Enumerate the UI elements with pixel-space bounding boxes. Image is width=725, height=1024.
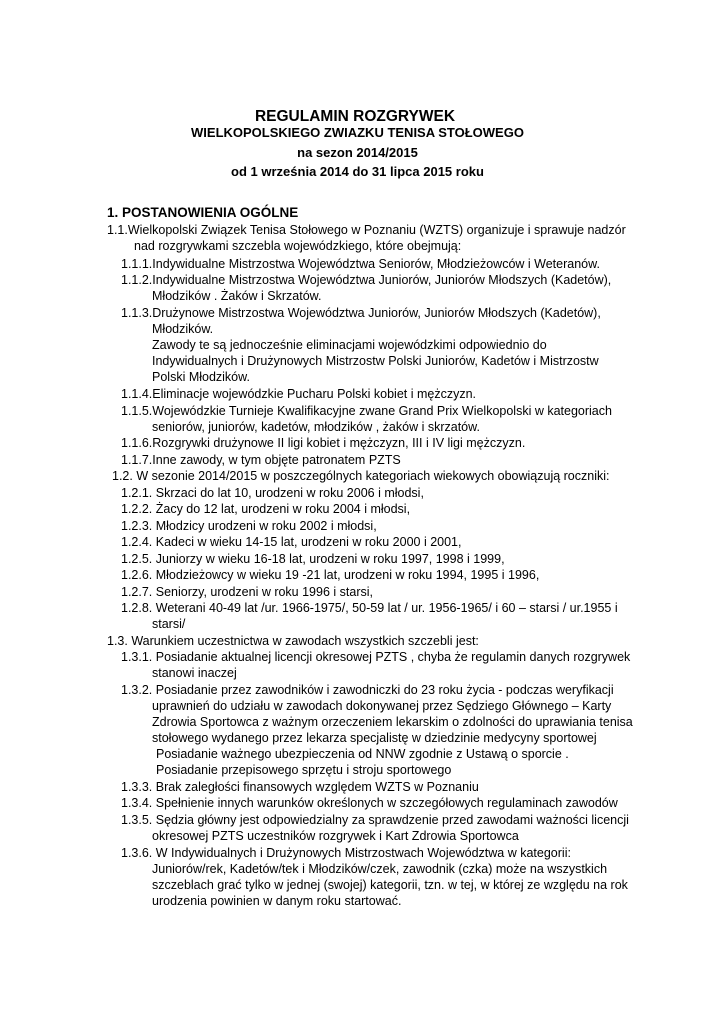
paragraph-line: Posiadanie przepisowego sprzętu i stroju sportowego [156,763,452,777]
paragraph-line: 1.1.6.Rozgrywki drużynowe II ligi kobiet i mężczyzn, III i IV ligi mężczyzn. [121,436,526,450]
paragraph-line: Młodzików. [152,322,214,336]
paragraph-line: stołowego wydanego przez lekarza specjalistę w dziedzinie medycyny sportowej [152,731,597,745]
organization-name: WIELKOPOLSKIEGO ZWIAZKU TENISA STOŁOWEGO [191,125,524,140]
paragraph-line: uprawnień do udziału w zawodach dokonywanej przez Sędziego Głównego – Karty [152,699,612,713]
paragraph-line: 1.2.2. Żacy do 12 lat, urodzeni w roku 2004 i młodsi, [121,502,411,516]
paragraph-line: 1.2.3. Młodzicy urodzeni w roku 2002 i młodsi, [121,519,377,533]
paragraph-line: Zdrowia Sportowca z ważnym orzeczeniem lekarskim o zdolności do uprawiania tenisa [152,715,633,729]
date-range: od 1 września 2014 do 31 lipca 2015 roku [231,164,484,179]
paragraph-line: 1.1.4.Eliminacje wojewódzkie Pucharu Polski kobiet i mężczyzn. [121,387,477,401]
season-label: na sezon 2014/2015 [297,145,418,160]
paragraph-line: Zawody te są jednocześnie eliminacjami wojewódzkimi odpowiednio do [152,338,547,352]
paragraph-line: 1.3.4. Spełnienie innych warunków określonych w szczegółowych regulaminach zawodów [121,796,618,810]
paragraph-line: 1.3.6. W Indywidualnych i Drużynowych Mistrzostwach Województwa w kategorii: [121,846,571,860]
paragraph-line: 1.3.1. Posiadanie aktualnej licencji okresowej PZTS , chyba że regulamin danych rozgrywek [121,650,631,664]
paragraph-line: 1.1.3.Drużynowe Mistrzostwa Województwa Juniorów, Juniorów Młodszych (Kadetów), [121,306,601,320]
paragraph-line: Indywidualnych i Drużynowych Mistrzostw Polski Juniorów, Kadetów i Mistrzostw [152,354,599,368]
paragraph-line: 1.2.7. Seniorzy, urodzeni w roku 1996 i starsi, [121,585,373,599]
paragraph-line: 1.2.6. Młodzieżowcy w wieku 19 -21 lat, urodzeni w roku 1994, 1995 i 1996, [121,568,540,582]
paragraph-line: 1.1.Wielkopolski Związek Tenisa Stołowego w Poznaniu (WZTS) organizuje i sprawuje nadzór [107,223,626,237]
paragraph-line: 1.2.1. Skrzaci do lat 10, urodzeni w roku 2006 i młodsi, [121,486,424,500]
paragraph-line: urodzenia powinien w danym roku startować. [152,894,402,908]
paragraph-line: seniorów, juniorów, kadetów, młodzików , żaków i skrzatów. [152,420,480,434]
paragraph-line: 1.3.3. Brak zaległości finansowych względem WZTS w Poznaniu [121,780,479,794]
paragraph-line: Polski Młodzików. [152,370,250,384]
paragraph-line: 1.2.8. Weterani 40-49 lat /ur. 1966-1975/, 50-59 lat / ur. 1956-1965/ i 60 – starsi / ur.1955 i [121,601,618,615]
paragraph-line: 1.3.5. Sędzia główny jest odpowiedzialny za sprawdzenie przed zawodami ważności licencji [121,813,629,827]
paragraph-line: 1.1.2.Indywidualne Mistrzostwa Województwa Juniorów, Juniorów Młodszych (Kadetów), [121,273,612,287]
paragraph-line: 1.2.4. Kadeci w wieku 14-15 lat, urodzeni w roku 2000 i 2001, [121,535,462,549]
paragraph-line: stanowi inaczej [152,666,237,680]
paragraph-line: 1.3. Warunkiem uczestnictwa w zawodach wszystkich szczebli jest: [107,634,479,648]
paragraph-line: 1.1.5.Wojewódzkie Turnieje Kwalifikacyjne zwane Grand Prix Wielkopolski w kategoriach [121,404,612,418]
paragraph-line: okresowej PZTS uczestników rozgrywek i Kart Zdrowia Sportowca [152,829,519,843]
section-heading: 1. POSTANOWIENIA OGÓLNE [107,205,299,220]
paragraph-line: 1.3.2. Posiadanie przez zawodników i zawodniczki do 23 roku życia - podczas weryfikacji [121,683,614,697]
paragraph-line: Juniorów/rek, Kadetów/tek i Młodzików/czek, zawodnik (czka) może na wszystkich [152,862,608,876]
paragraph-line: 1.2. W sezonie 2014/2015 w poszczególnych kategoriach wiekowych obowiązują roczniki: [112,469,610,483]
paragraph-line: 1.1.1.Indywidualne Mistrzostwa Województwa Seniorów, Młodzieżowców i Weteranów. [121,257,600,271]
paragraph-line: starsi/ [152,617,186,631]
paragraph-line: 1.1.7.Inne zawody, w tym objęte patronatem PZTS [121,453,401,467]
paragraph-line: szczeblach grać tylko w jednej (swojej) kategorii, tzn. w tej, w której ze względu na rok [152,878,628,892]
paragraph-line: Posiadanie ważnego ubezpieczenia od NNW zgodnie z Ustawą o sporcie . [156,747,569,761]
paragraph-line: Młodzików . Żaków i Skrzatów. [152,289,322,303]
document-title: REGULAMIN ROZGRYWEK [254,108,456,125]
paragraph-line: nad rozgrywkami szczebla wojewódzkiego, które obejmują: [134,239,462,253]
paragraph-line: 1.2.5. Juniorzy w wieku 16-18 lat, urodzeni w roku 1997, 1998 i 1999, [121,552,505,566]
